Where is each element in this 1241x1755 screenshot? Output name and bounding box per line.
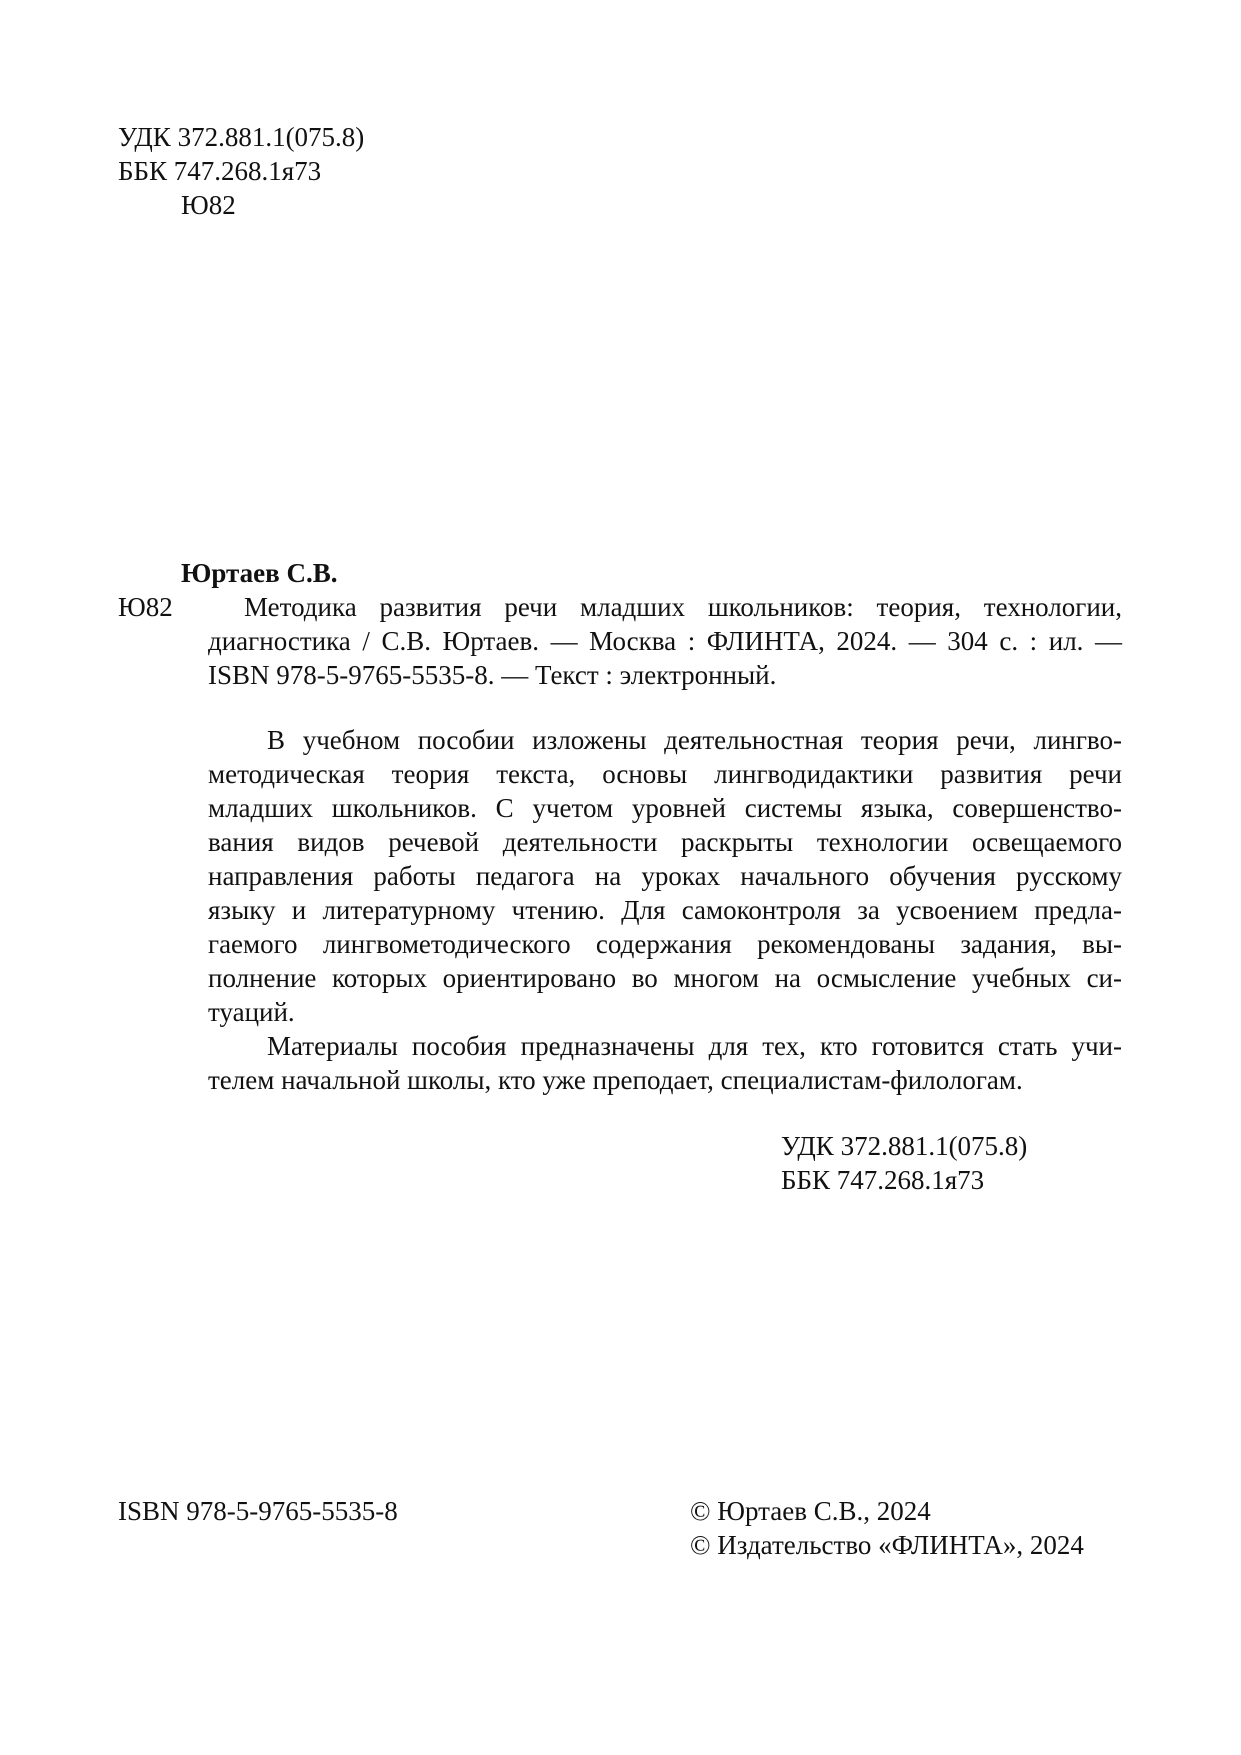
footer-copyright-publisher: © Издательство «ФЛИНТА», 2024 (690, 1530, 1084, 1560)
record-side-mark: Ю82 (118, 592, 173, 622)
header-udk: УДК 372.881.1(075.8) (118, 122, 365, 152)
record-author: Юртаев С.В. (181, 558, 338, 588)
abstract-line-8: полнение которых ориентировано во многом на осмысление учебных си- (208, 963, 1122, 993)
record-line-2: диагностика / С.В. Юртаев. — Москва : ФЛИНТА, 2024. — 304 с. : ил. — (208, 626, 1122, 656)
footer-copyright-author: © Юртаев С.В., 2024 (690, 1496, 931, 1526)
abstract-line-5: направления работы педагога на уроках начального обучения русскому (208, 861, 1122, 891)
record-line-3: ISBN 978-5-9765-5535-8. — Текст : электронный. (208, 660, 777, 690)
abstract-line-6: языку и литературному чтению. Для самоконтроля за усвоением предла- (208, 895, 1122, 925)
abstract-p2-line-1: Материалы пособия предназначены для тех, кто готовится стать учи- (267, 1031, 1122, 1061)
abstract-line-1: В учебном пособии изложены деятельностная теория речи, лингво- (267, 725, 1122, 755)
record-line-1: Методика развития речи младших школьников: теория, технологии, (244, 592, 1122, 622)
abstract-line-4: вания видов речевой деятельности раскрыты технологии освещаемого (208, 827, 1122, 857)
header-author-mark: Ю82 (181, 190, 236, 220)
abstract-line-9: туаций. (208, 997, 295, 1027)
classification-bbk: ББК 747.268.1я73 (781, 1165, 985, 1195)
abstract-line-7: гаемого лингвометодического содержания рекомендованы задания, вы- (208, 929, 1122, 959)
footer-isbn: ISBN 978-5-9765-5535-8 (118, 1496, 398, 1526)
abstract-p2-line-2: телем начальной школы, кто уже преподает, специалистам-филологам. (208, 1065, 1023, 1095)
header-bbk: ББК 747.268.1я73 (118, 156, 322, 186)
classification-udk: УДК 372.881.1(075.8) (781, 1131, 1028, 1161)
abstract-line-3: младших школьников. С учетом уровней системы языка, совершенство- (208, 793, 1122, 823)
abstract-line-2: методическая теория текста, основы лингводидактики развития речи (208, 759, 1122, 789)
